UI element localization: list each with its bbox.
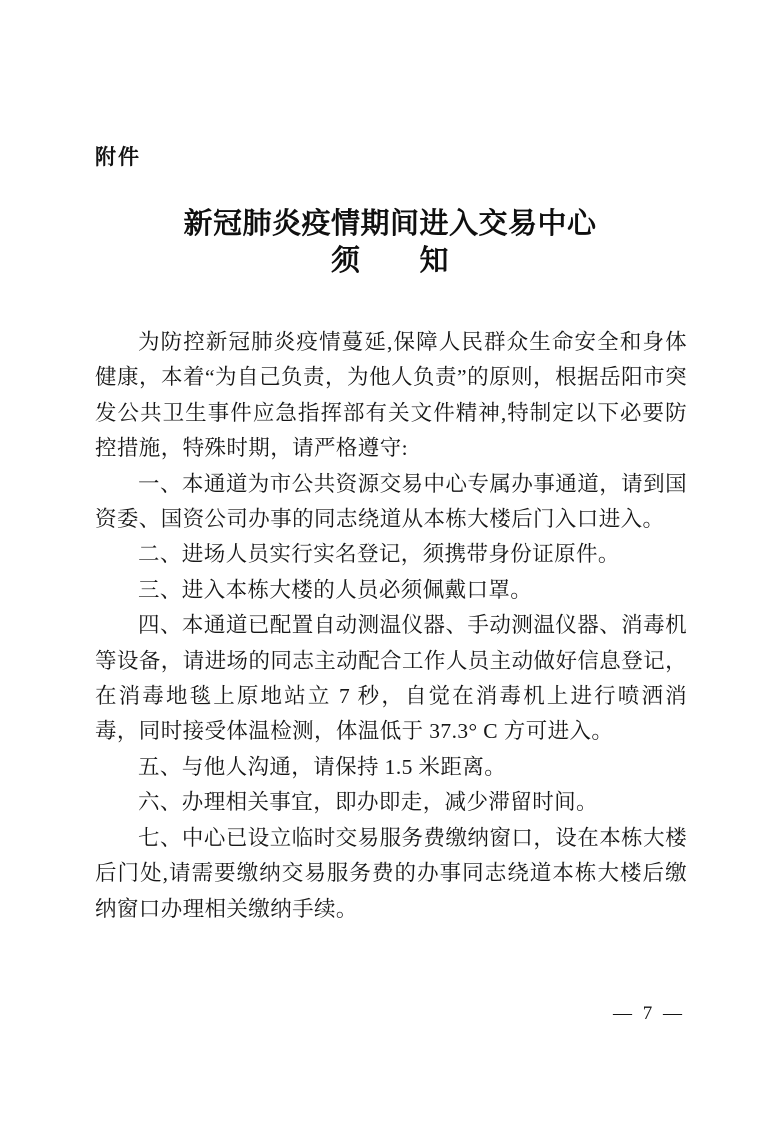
notice-title-line-1: 新冠肺炎疫情期间进入交易中心 — [183, 208, 597, 240]
notice-paragraph: 为防控新冠肺炎疫情蔓延,保障人民群众生命安全和身体健康，本着“为自己负责，为他人负责”的原则，根据岳阳市突发公共卫生事件应急指挥部有关文件精神,特制定以下必要防控措施，特殊时期，请严格遵守: — [95, 330, 687, 461]
notice-paragraph: 六、办理相关事宜，即办即走，减少滞留时间。 — [138, 790, 598, 815]
notice-title-line-2: 须 知 — [330, 245, 449, 277]
notice-title — [40, 206, 740, 280]
attachment-label: 附件 — [95, 146, 141, 169]
notice-paragraph: 三、进入本栋大楼的人员必须佩戴口罩。 — [138, 577, 533, 602]
notice-paragraph: 一、本通道为市公共资源交易中心专属办事通道，请到国资委、国资公司办事的同志绕道从本栋大楼后门入口进入。 — [95, 471, 687, 532]
notice-paragraph: 七、中心已设立临时交易服务费缴纳窗口，设在本栋大楼后门处,请需要缴纳交易服务费的办事同志绕道本栋大楼后缴纳窗口办理相关缴纳手续。 — [95, 825, 687, 921]
notice-paragraph: 五、与他人沟通，请保持 1.5 米距离。 — [138, 754, 507, 779]
notice-body — [95, 325, 687, 927]
page-number: — 7 — — [613, 1003, 685, 1024]
notice-paragraph: 二、进场人员实行实名登记，须携带身份证原件。 — [138, 542, 620, 567]
notice-paragraph: 四、本通道已配置自动测温仪器、手动测温仪器、消毒机等设备，请进场的同志主动配合工作人员主动做好信息登记，在消毒地毯上原地站立 7 秒，自觉在消毒机上进行喷洒消毒，同时接受体温检测，体温低于 37.3° C 方可进入。 — [95, 613, 687, 744]
